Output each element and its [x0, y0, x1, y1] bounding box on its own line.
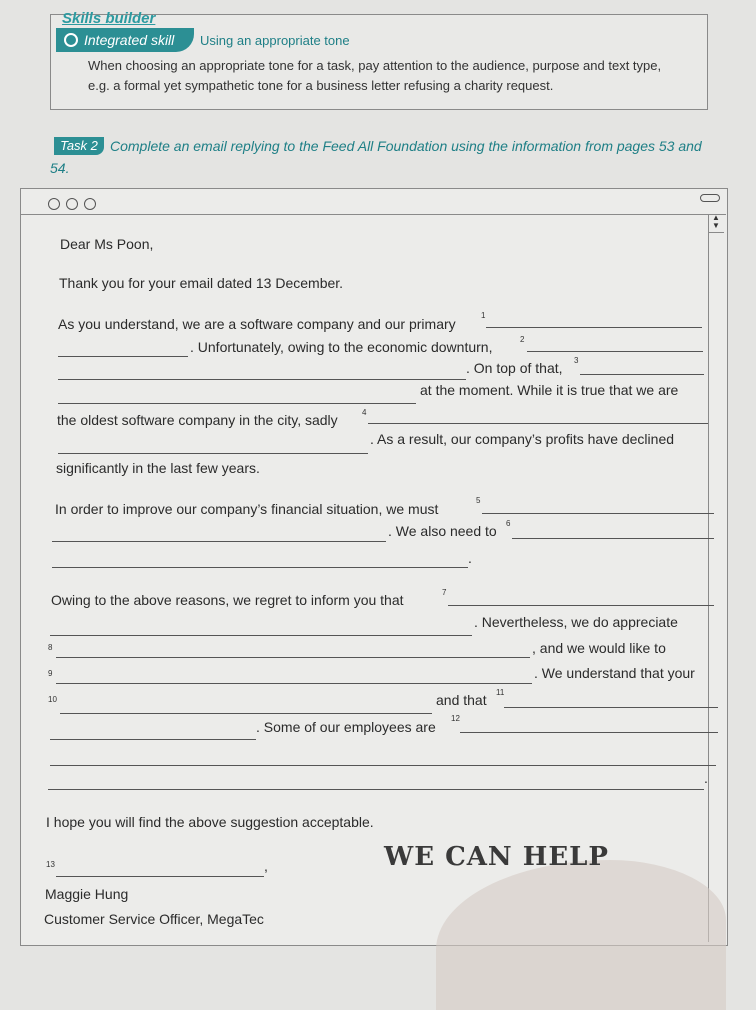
skills-builder-title: Skills builder: [62, 10, 156, 27]
skill-description: When choosing an appropriate tone for a task, pay attention to the audience, purpose and text type, e.g. a formal yet sympathetic tone for a business letter refusing a charity request.: [88, 58, 662, 93]
email-line: . Some of our employees are: [256, 719, 436, 735]
task-instruction: Complete an email replying to the Feed All Foundation using the information from pages 53 and 54.: [50, 138, 702, 176]
blank-11[interactable]: [504, 706, 718, 708]
blank-12[interactable]: [460, 731, 718, 733]
blank-2-cont[interactable]: [58, 378, 466, 380]
email-line: Owing to the above reasons, we regret to inform you that: [51, 592, 404, 608]
blank-5[interactable]: [482, 512, 714, 514]
period: .: [468, 550, 472, 566]
blank-7-cont[interactable]: [50, 634, 472, 636]
email-closing: I hope you will find the above suggestion acceptable.: [46, 814, 374, 830]
blank-8[interactable]: [56, 656, 530, 658]
blank-number: 2: [520, 335, 525, 344]
blank-7[interactable]: [448, 604, 714, 606]
email-line: . We also need to: [388, 523, 497, 539]
email-line: As you understand, we are a software company and our primary: [58, 316, 456, 332]
scroll-arrows-icon[interactable]: ▲ ▼: [708, 214, 724, 233]
blank-12-cont[interactable]: [50, 764, 716, 766]
skill-subtitle: Using an appropriate tone: [200, 33, 350, 48]
blank-9[interactable]: [56, 682, 532, 684]
email-paragraph-1: Thank you for your email dated 13 December.: [59, 275, 344, 291]
window-minimize-icon[interactable]: [66, 198, 78, 210]
email-line: the oldest software company in the city, sadly: [57, 412, 338, 428]
email-line: . Nevertheless, we do appreciate: [474, 614, 678, 630]
email-line: . Unfortunately, owing to the economic downturn,: [190, 339, 493, 355]
email-line: In order to improve our company’s financial situation, we must: [55, 501, 439, 517]
blank-number: 6: [506, 519, 511, 528]
we-can-help-text: WE CAN HELP: [384, 842, 609, 872]
blank-number: 11: [496, 688, 505, 697]
email-line: at the moment. While it is true that we are: [420, 382, 679, 398]
task-badge: Task 2: [54, 137, 104, 155]
email-line: . On top of that,: [466, 360, 563, 376]
blank-1-cont[interactable]: [58, 355, 188, 357]
blank-3[interactable]: [580, 373, 704, 375]
signature-name: Maggie Hung: [45, 886, 129, 902]
blank-number: 5: [476, 496, 481, 505]
blank-5-cont[interactable]: [52, 540, 386, 542]
blank-4[interactable]: [368, 422, 708, 424]
blank-12-cont-2[interactable]: [48, 788, 704, 790]
blank-number: 10: [48, 695, 57, 704]
email-line: . We understand that your: [534, 665, 695, 681]
email-greeting: Dear Ms Poon,: [60, 236, 154, 252]
blank-6[interactable]: [512, 537, 714, 539]
period: .: [704, 770, 708, 786]
blank-3-cont[interactable]: [58, 402, 416, 404]
window-close-icon[interactable]: [48, 198, 60, 210]
email-scrollbar[interactable]: [708, 214, 725, 942]
signature-title: Customer Service Officer, MegaTec: [44, 911, 264, 927]
integrated-skill-banner: [56, 28, 194, 52]
blank-number: 12: [451, 714, 460, 723]
blank-number: 4: [362, 408, 367, 417]
blank-number: 3: [574, 356, 579, 365]
globe-icon: [64, 33, 78, 47]
email-line: significantly in the last few years.: [56, 460, 260, 476]
blank-11-cont[interactable]: [50, 738, 256, 740]
blank-13[interactable]: [56, 875, 264, 877]
blank-10[interactable]: [60, 712, 432, 714]
blank-number: 7: [442, 588, 447, 597]
email-line: . As a result, our company’s profits have declined: [370, 431, 675, 447]
window-maximize-icon[interactable]: [84, 198, 96, 210]
blank-number: 1: [481, 311, 486, 320]
blank-6-cont[interactable]: [52, 566, 468, 568]
email-line: and that: [436, 692, 487, 708]
blank-2[interactable]: [527, 350, 703, 352]
blank-number: 13: [46, 860, 55, 869]
window-resize-icon[interactable]: [700, 194, 720, 202]
email-line: , and we would like to: [532, 640, 666, 656]
integrated-skill-label: Integrated skill: [84, 32, 175, 48]
blank-number: 9: [48, 669, 53, 678]
blank-1[interactable]: [486, 326, 702, 328]
blank-number: 8: [48, 643, 53, 652]
blank-4-cont[interactable]: [58, 452, 368, 454]
comma: ,: [264, 858, 268, 874]
window-title-bar: [20, 188, 726, 215]
